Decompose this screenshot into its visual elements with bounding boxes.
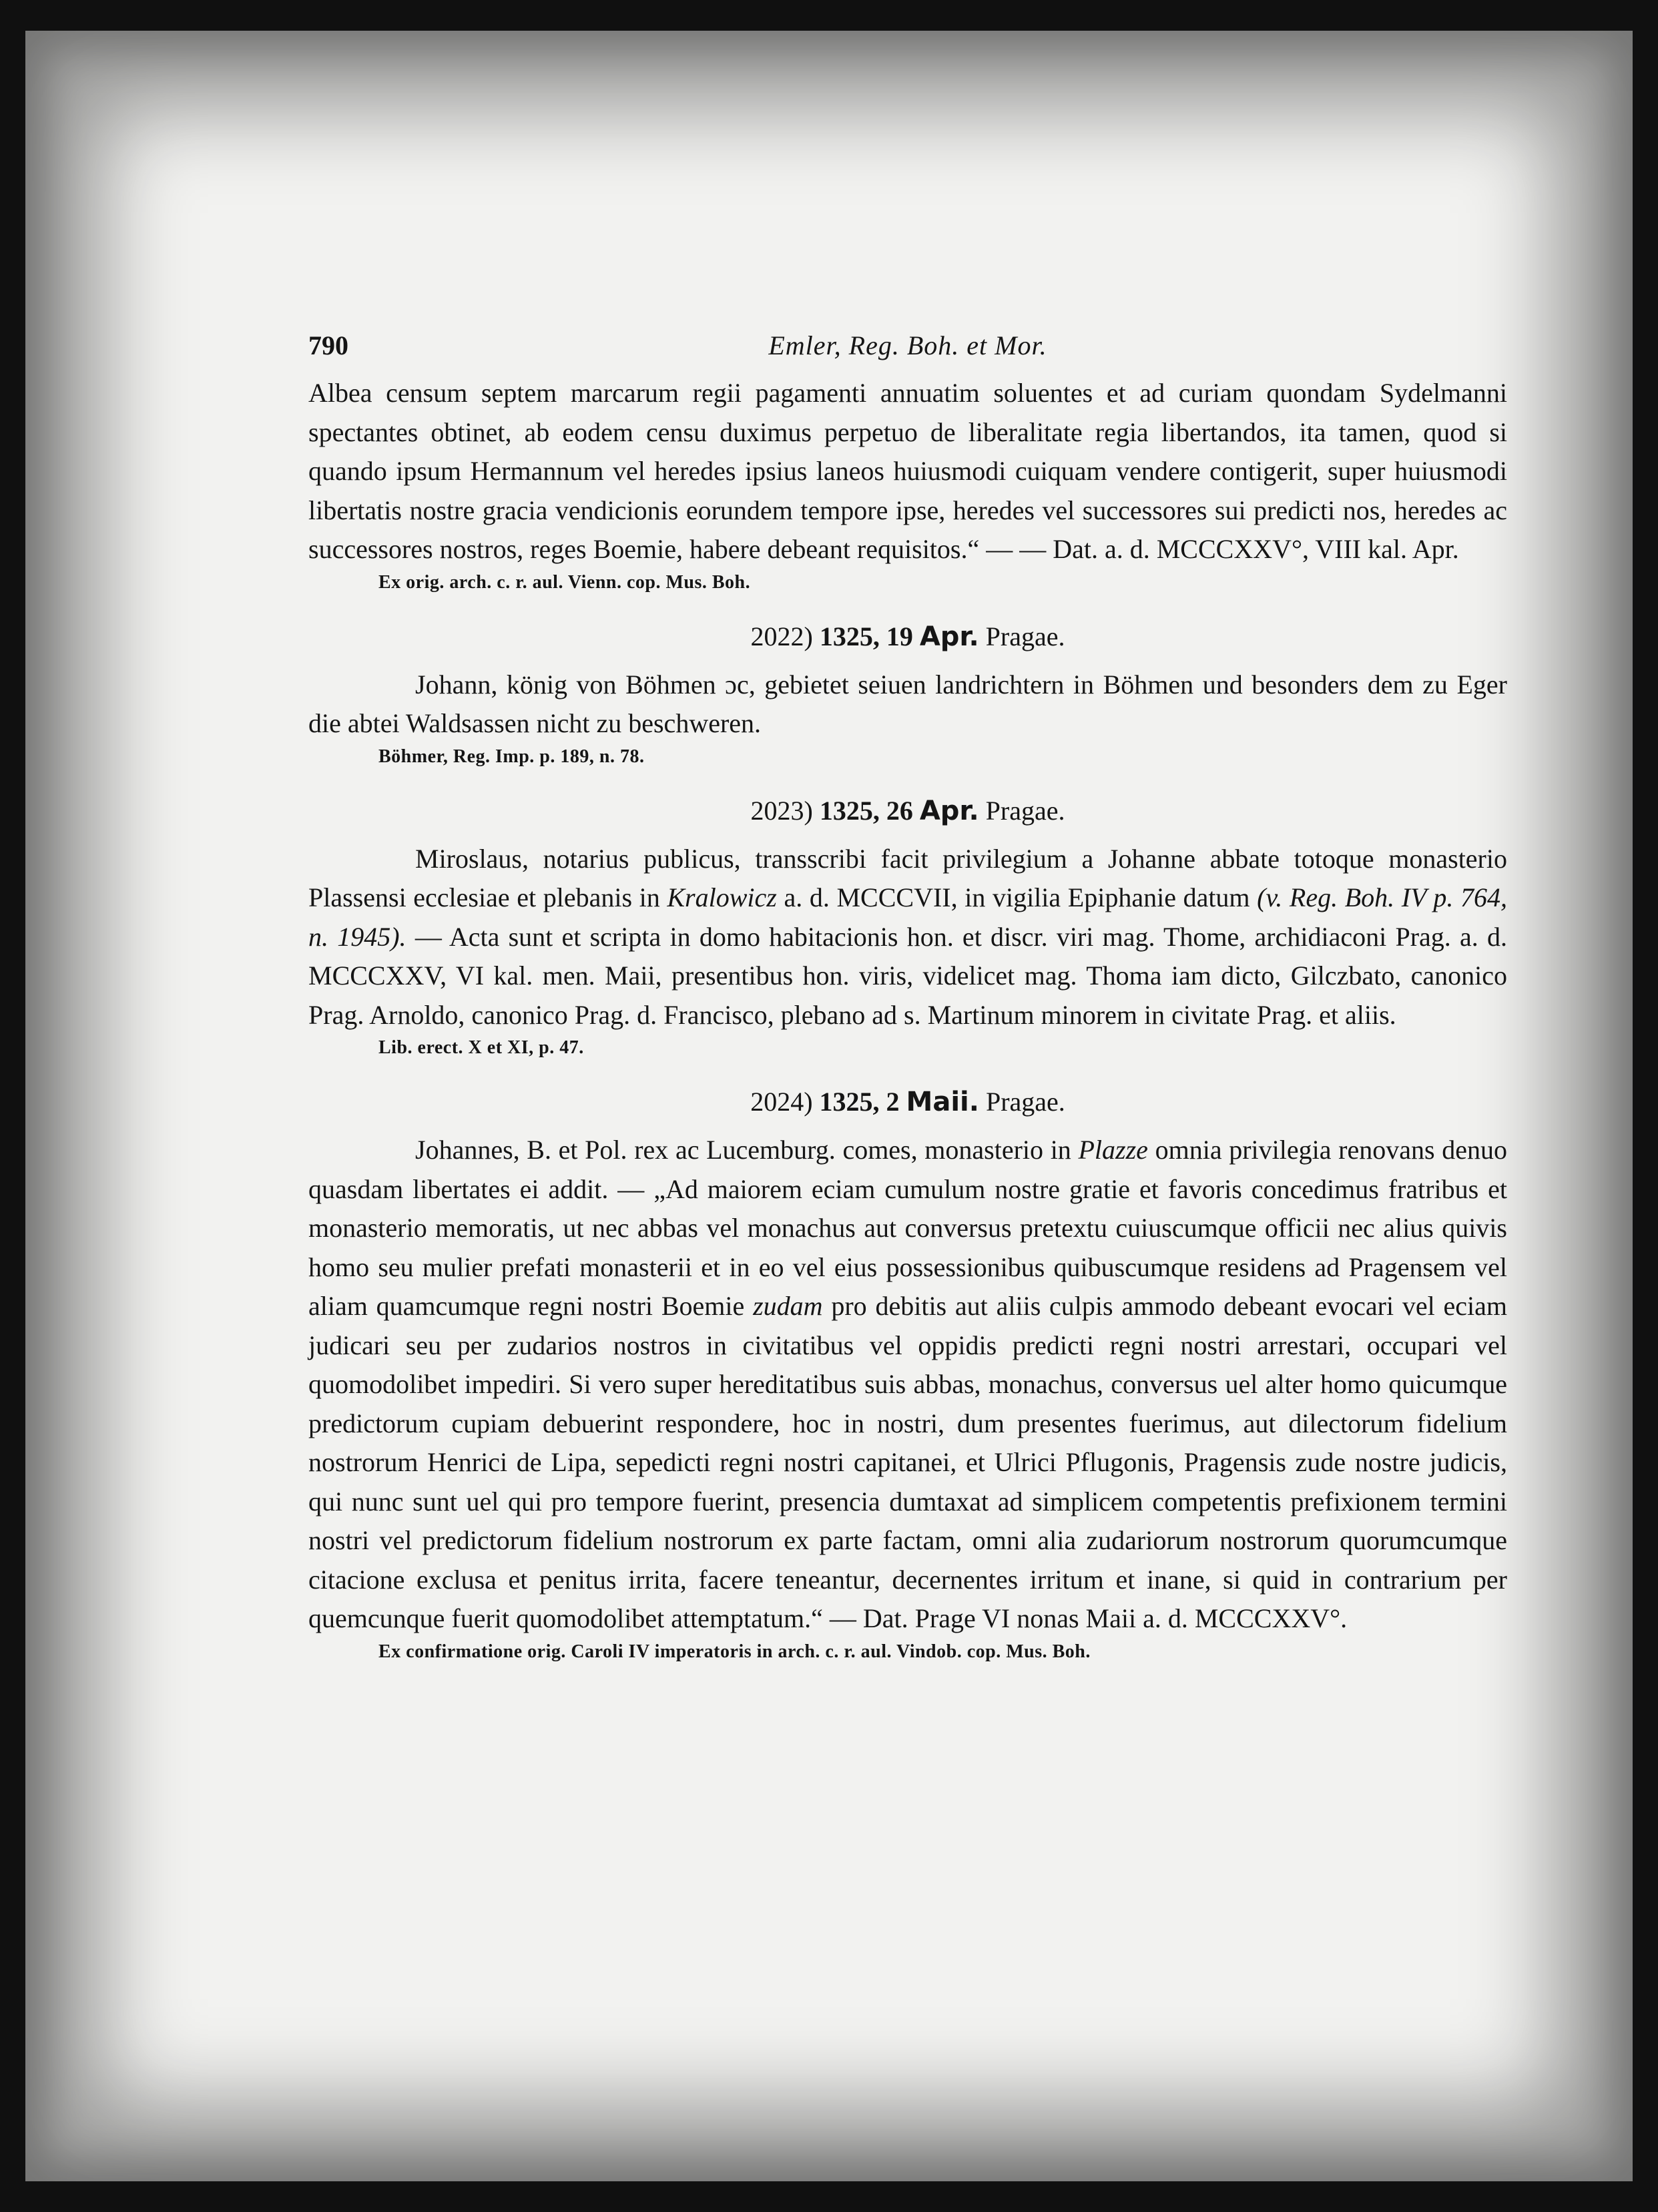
entry-place: Pragae. — [985, 621, 1065, 651]
entry-text-part: a. d. MCCCVII, in vigilia Epiphanie datum — [784, 882, 1250, 912]
page-header — [308, 330, 1507, 374]
entry-month: Maii. — [906, 1087, 979, 1117]
page-number: 790 — [308, 330, 348, 360]
entry-text-2023 — [308, 840, 1507, 1035]
entry-heading-2023 — [308, 793, 1507, 829]
entry-date: 1325, 26 — [819, 795, 913, 826]
entry-text-italic: Kralowicz — [667, 882, 777, 912]
entry-number: 2022) — [750, 621, 813, 651]
entry-number: 2024) — [750, 1087, 813, 1117]
running-title: Emler, Reg. Boh. et Mor. — [768, 330, 1047, 360]
entry-text-part: pro debitis aut aliis culpis ammodo debeant evocari vel eciam judicari seu per zudarios nostros in civitatibus vel oppidis predicti regni nostri arrestari, occupari vel quomodolibet impediri. Si vero super hereditatibus suis abbas, monachus, conversus uel alter homo quicumque predictorum cupiam debuerint respondere, hoc in nostri, dum presentes fuerimus, aut dilectorum fidelium nostrorum Henrici de Lipa, sepedicti regni nostri capitanei, et Ulrici Pflugonis, Pragensis zude nostre judicis, qui nunc sunt uel qui pro tempore fuerint, presencia dumtaxat ad simplicem competentis prefixionem termini nostri vel predictorum fidelium nostrorum ex parte factam, omni alia zudariorum nostrorum quorumcumque citacione exclusa et penitus irrita, facere teneantur, decernentes irritum et inane, si quid in contrarium per quemcunque fuerit quomodolibet attemptatum.“ — Dat. Prage VI nonas Maii a. d. MCCCXXV°. — [308, 1291, 1508, 1633]
entry-text-italic: Plazze — [1078, 1135, 1148, 1165]
entry-source-2023: Lib. erect. X et XI, p. 47. — [378, 1037, 584, 1058]
entry-date: 1325, 19 — [819, 621, 913, 651]
entry-text-part: Johannes, B. et Pol. rex ac Lucemburg. comes, monasterio in — [415, 1135, 1071, 1165]
entry-heading-2024 — [308, 1084, 1507, 1120]
entry-text-part: Miroslaus, notarius publicus, transscribi facit privilegium a Johanne abbate totoque monasterio Plassensi ecclesiae et plebanis in — [308, 843, 1507, 912]
entry-text-italic: (v. Reg. Boh. IV p. 764, n. 1945). — [308, 882, 1508, 952]
entry-text-part: omnia privilegia renovans denuo quasdam libertates ei addit. — „Ad maiorem eciam cumulum nostre gratie et favoris concedimus fratribus et monasterio memoratis, ut nec abbas vel monachus aut conversus pretextu cuiuscumque officii nec alius quivis homo seu mulier prefati monasterii et in eo vel eius possessionibus quibuscumque residens ad Pragensem vel aliam quamcumque regni nostri Boemie — [308, 1135, 1507, 1321]
entry-month: Apr. — [919, 795, 979, 826]
entry-date: 1325, 2 — [819, 1087, 900, 1117]
entry-month: Apr. — [919, 621, 979, 652]
continuation-text: Albea censum septem marcarum regii pagamenti annuatim soluentes et ad curiam quondam Sydelmanni spectantes obtinet, ab eodem censu duximus perpetuo de liberalitate regia libertandos, ita tamen, quod si quando ipsum Hermannum vel heredes ipsius laneos huiusmodi cuiquam vendere contigerit, super huiusmodi libertatis nostre gracia vendicionis eorundem tempore ipse, heredes vel successores sui predicti nos, heredes ac successores nostros, reges Boemie, habere debeant requisitos.“ — — Dat. a. d. MCCCXXV°, VIII kal. Apr. — [308, 378, 1507, 564]
entry-source-2022: Böhmer, Reg. Imp. p. 189, n. 78. — [378, 746, 645, 767]
entry-heading-2022 — [308, 619, 1507, 655]
entry-text-2024 — [308, 1131, 1507, 1639]
page-content — [308, 330, 1507, 1665]
entry-place: Pragae. — [985, 795, 1065, 826]
entry-place: Pragae. — [985, 1087, 1065, 1117]
continuation-source: Ex orig. arch. c. r. aul. Vienn. cop. Mus. Boh. — [378, 571, 751, 593]
entry-source-2024: Ex confirmatione orig. Caroli IV imperatoris in arch. c. r. aul. Vindob. cop. Mus. Boh. — [378, 1641, 1091, 1662]
entry-text-part: — Acta sunt et scripta in domo habitacionis hon. et discr. viri mag. Thome, archidiaconi Prag. a. d. MCCCXXV, VI kal. men. Maii, presentibus hon. viris, videlicet mag. Thoma iam dicto, Gilczbato, canonico Prag. Arnoldo, canonico Prag. d. Francisco, plebano ad s. Martinum minorem in civitate Prag. et aliis. — [308, 921, 1507, 1030]
entry-number: 2023) — [750, 795, 813, 826]
entry-text-italic: zudam — [753, 1291, 823, 1321]
page-sheet — [25, 31, 1633, 2181]
entry-text-2022: Johann, könig von Böhmen ɔc, gebietet seiuen landrichtern in Böhmen und besonders dem zu Eger die abtei Waldsassen nicht zu beschweren. — [308, 669, 1507, 738]
